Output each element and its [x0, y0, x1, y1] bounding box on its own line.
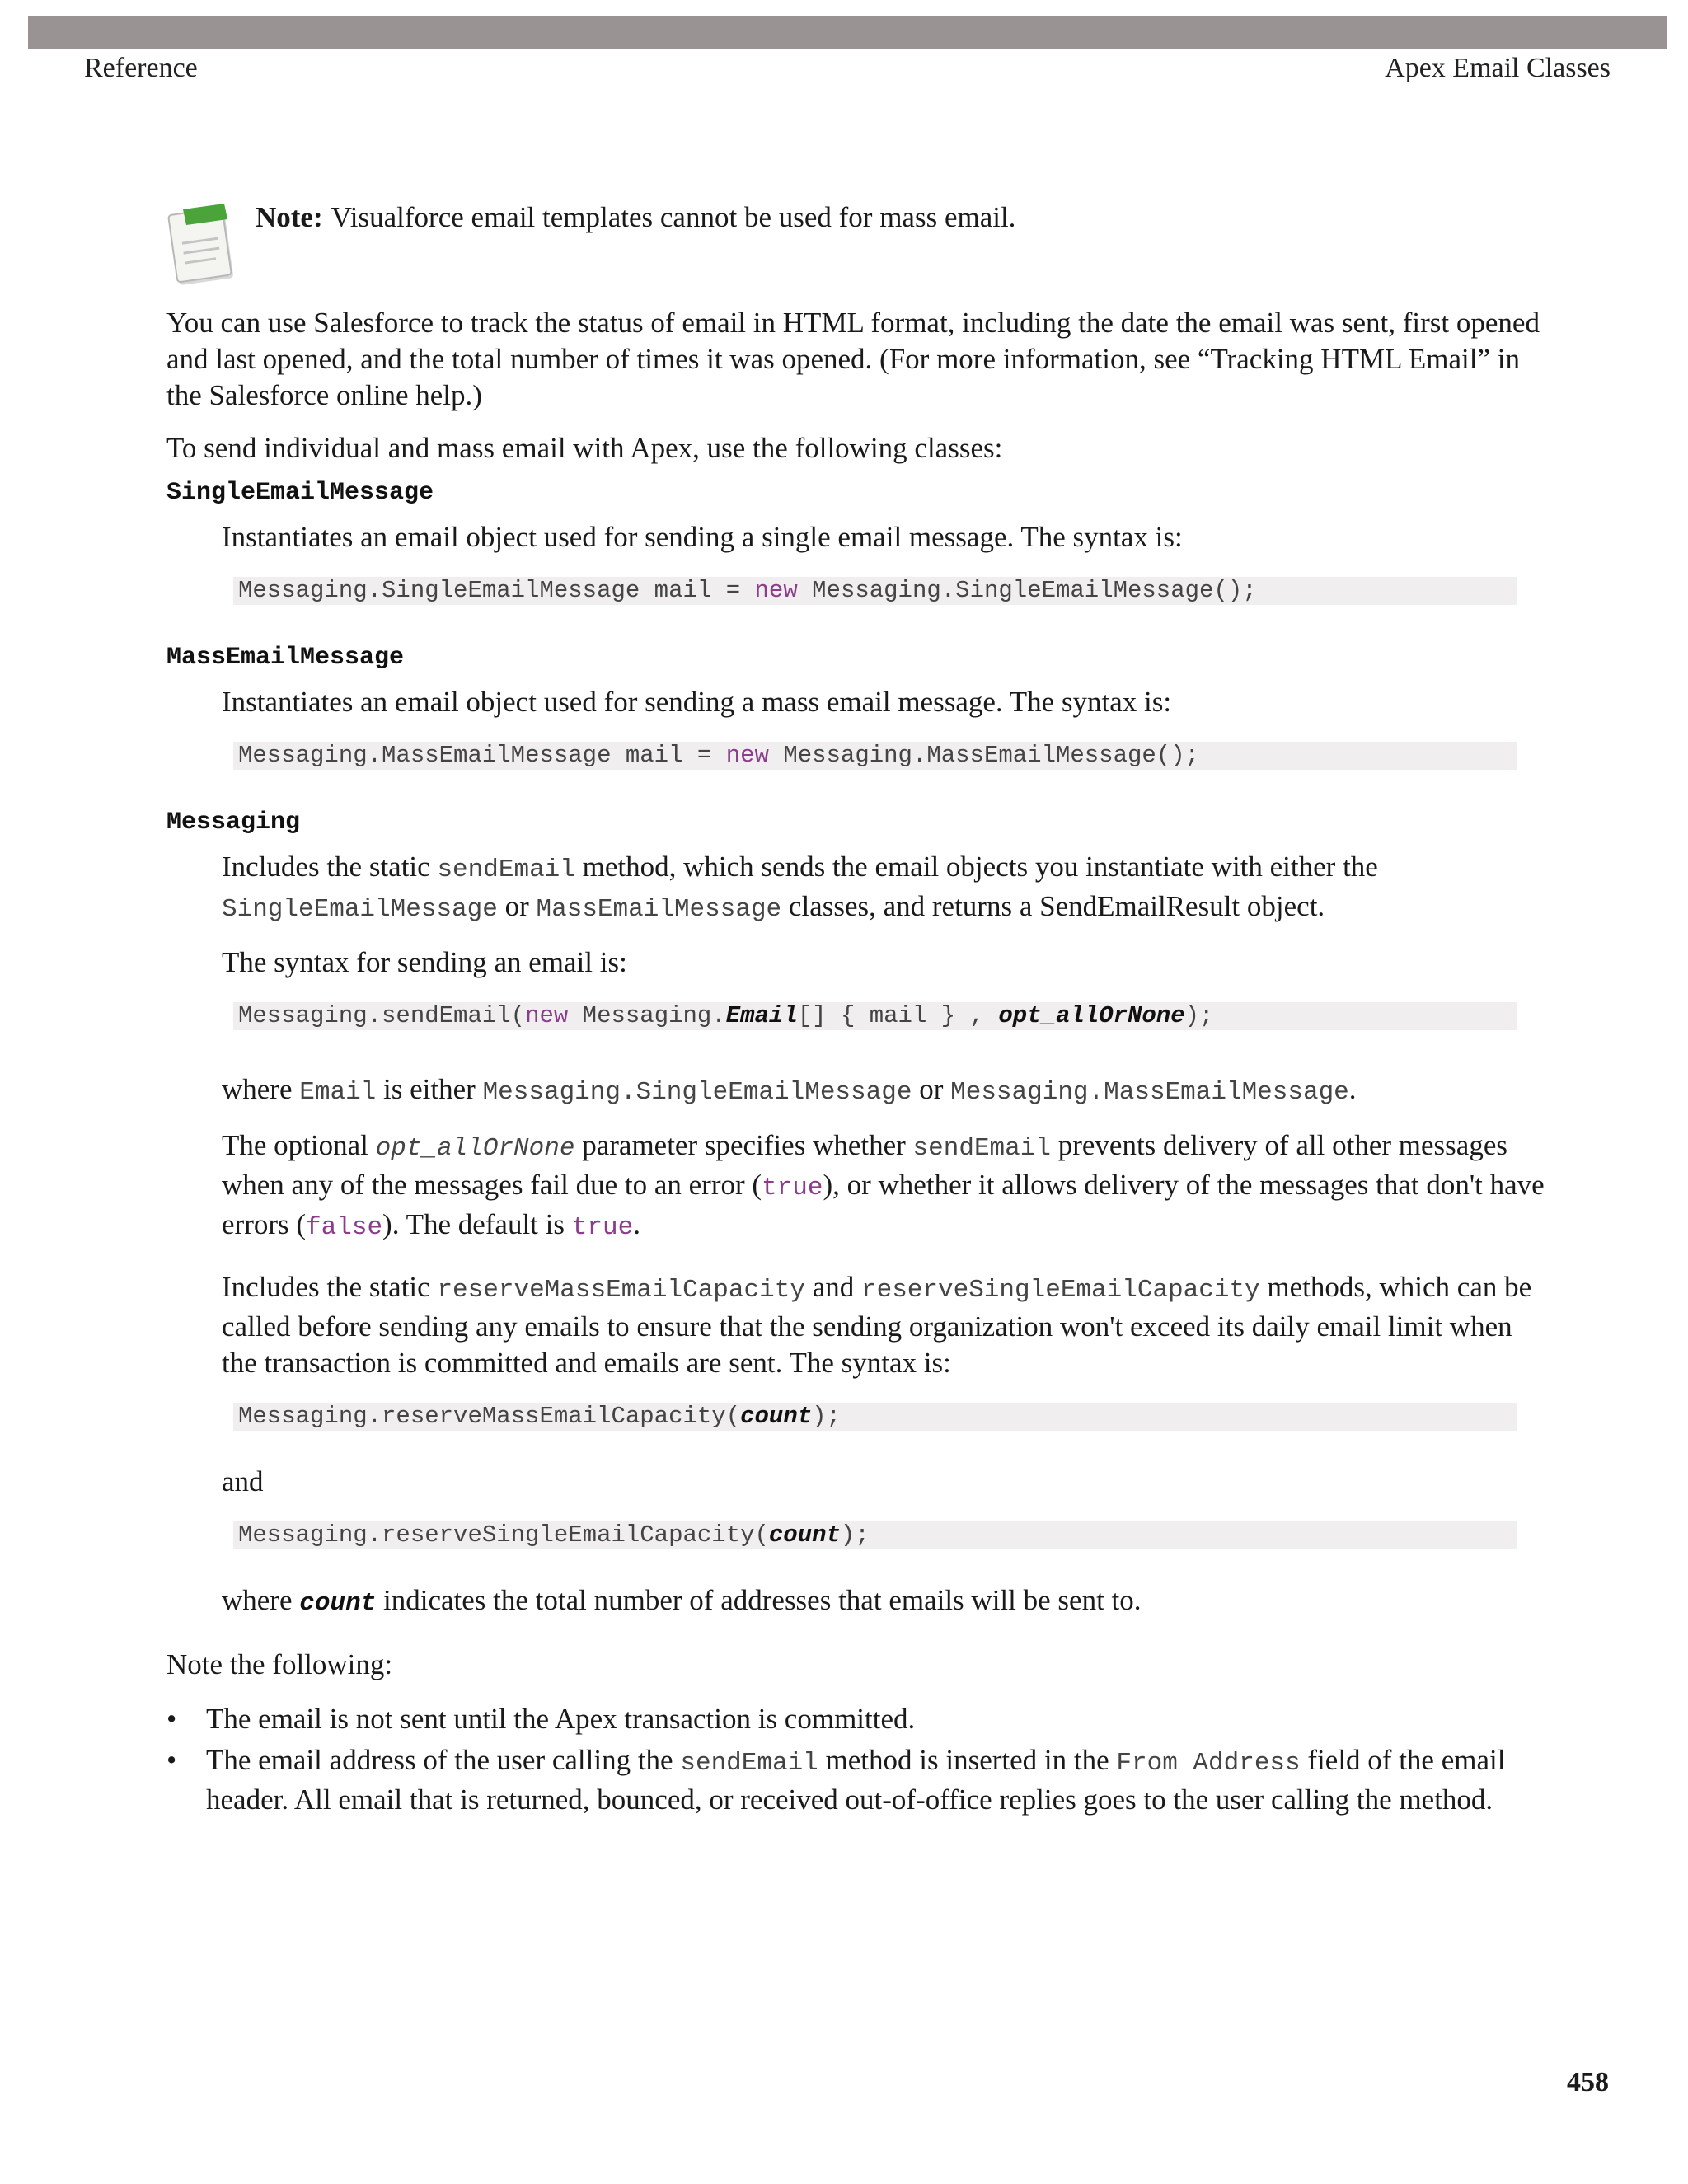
- page-content: [166, 190, 1551, 1823]
- count-paragraph: where count indicates the total number of addresses that emails will be sent to.: [222, 1584, 1142, 1618]
- list-item: • The email address of the user calling the sendEmail method is inserted in the From Address field of the email header. All email that is returned, bounced, or received out-of-office replies goes to the user calling the method.: [166, 1744, 1506, 1816]
- top-bar: [28, 16, 1667, 49]
- code-block-mass: Messaging.MassEmailMessage mail = new Messaging.MassEmailMessage();: [233, 742, 1517, 770]
- and-text: and: [222, 1465, 264, 1497]
- mass-email-definition: [222, 684, 1551, 770]
- running-head-left: Reference: [84, 53, 198, 83]
- messaging-definition: [222, 849, 1551, 1622]
- term-messaging: Messaging: [166, 808, 301, 837]
- note-box: [166, 190, 1551, 305]
- reserve-capacity-paragraph: Includes the static reserveMassEmailCapacity and reserveSingleEmailCapacity methods, which can be called before sending any emails to ensure that the sending organization won't exceed its daily email limit when the transaction is committed and emails are sent. The syntax is:: [222, 1271, 1532, 1379]
- note-text: Note: Visualforce email templates cannot be used for mass email.: [256, 201, 1016, 233]
- note-icon: [166, 201, 237, 288]
- single-email-description: Instantiates an email object used for sending a single email message. The syntax is:: [222, 521, 1183, 553]
- notes-heading: Note the following:: [166, 1648, 393, 1680]
- code-block-reserve-single: Messaging.reserveSingleEmailCapacity(count);: [233, 1521, 1517, 1549]
- term-mass-email-message: MassEmailMessage: [166, 644, 405, 672]
- email-type-paragraph: where Email is either Messaging.SingleEmailMessage or Messaging.MassEmailMessage.: [222, 1073, 1357, 1107]
- code-block-single: Messaging.SingleEmailMessage mail = new Messaging.SingleEmailMessage();: [233, 577, 1517, 605]
- code-block-send-email: Messaging.sendEmail(new Messaging.Email[] { mail } , opt_allOrNone);: [233, 1002, 1517, 1030]
- opt-all-or-none-paragraph: The optional opt_allOrNone parameter specifies whether sendEmail prevents delivery of all other messages when any of the messages fail due to an error (true), or whether it allows delivery of the messages that don't have errors (false). The default is true.: [222, 1129, 1545, 1242]
- messaging-paragraph-1: Includes the static sendEmail method, which sends the email objects you instantiate with either the SingleEmailMessage or MassEmailMessage classes, and returns a SendEmailResult object.: [222, 851, 1378, 924]
- running-head-right: Apex Email Classes: [1385, 53, 1611, 83]
- code-block-reserve-mass: Messaging.reserveMassEmailCapacity(count);: [233, 1403, 1517, 1431]
- page-number: 458: [1567, 2067, 1609, 2097]
- term-single-email-message: SingleEmailMessage: [166, 479, 434, 507]
- mass-email-description: Instantiates an email object used for sending a mass email message. The syntax is:: [222, 686, 1172, 718]
- messaging-paragraph-2: The syntax for sending an email is:: [222, 946, 627, 978]
- note-label: Note:: [256, 201, 323, 233]
- notes-list: [166, 1701, 1551, 1818]
- intro-paragraph-2: To send individual and mass email with Apex, use the following classes:: [166, 432, 1003, 464]
- list-item: • The email is not sent until the Apex transaction is committed.: [166, 1703, 916, 1735]
- single-email-definition: [222, 519, 1551, 605]
- intro-paragraph-1: You can use Salesforce to track the status of email in HTML format, including the date the email was sent, first opened and last opened, and the total number of times it was opened. (For more information, see “Tracking HTML Email” in the Salesforce online help.): [166, 307, 1540, 411]
